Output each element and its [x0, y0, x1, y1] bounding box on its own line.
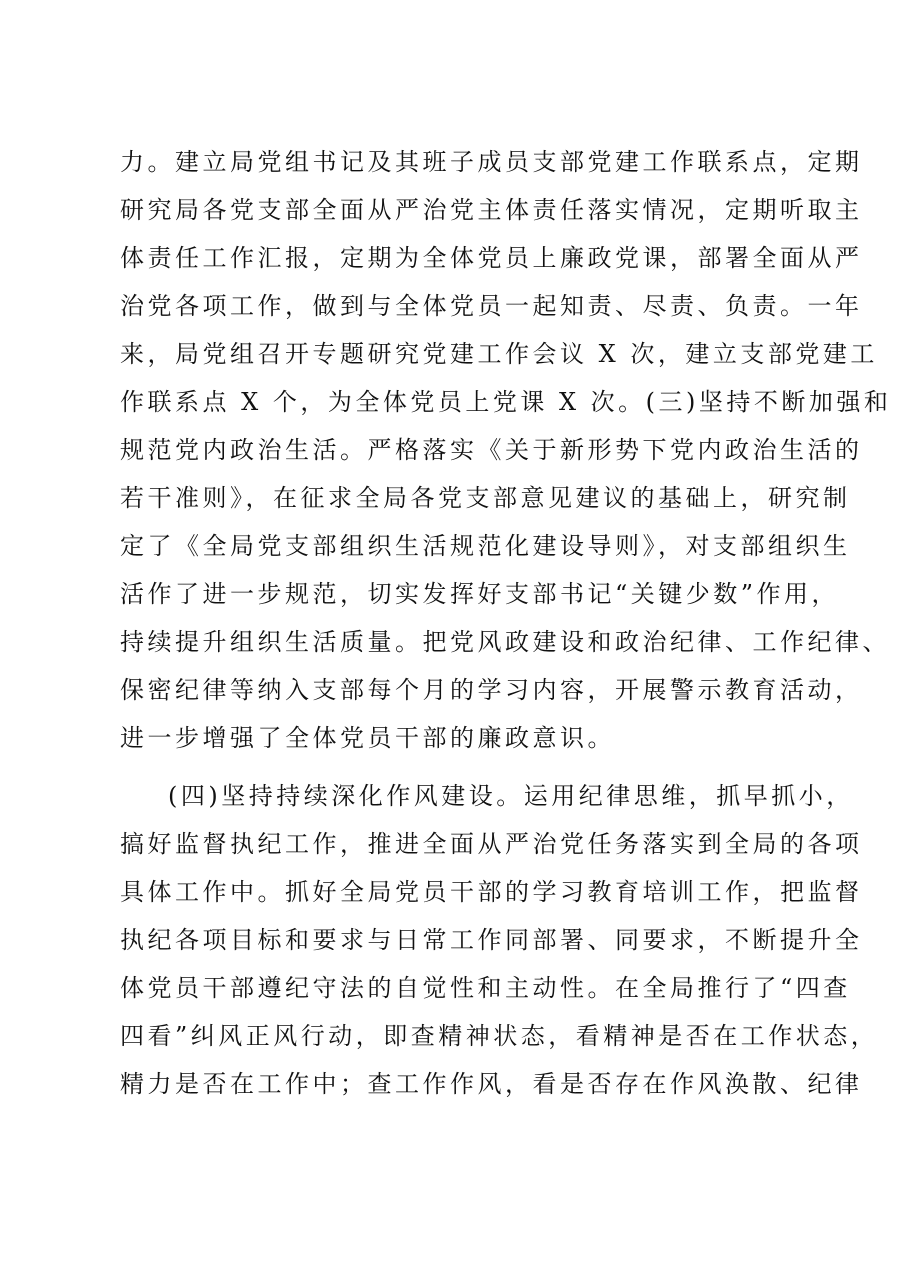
text-line: 力。建立局党组书记及其班子成员支部党建工作联系点，定期 — [120, 148, 863, 176]
text-line: 治党各项工作，做到与全体党员一起知责、尽责、负责。一年 — [120, 292, 863, 320]
paragraph-2 — [120, 772, 879, 1108]
document-body — [120, 138, 892, 1108]
text-line: 四看”纠风正风行动，即查精神状态，看精神是否在工作状态， — [120, 1022, 879, 1050]
paragraph-1 — [120, 138, 892, 762]
text-line: (四)坚持持续深化作风建设。运用纪律思维，抓早抓小， — [168, 782, 854, 810]
text-line: 来，局党组召开专题研究党建工作会议 X 次，建立支部党建工 — [120, 340, 878, 368]
text-line: 研究局各党支部全面从严治党主体责任落实情况，定期听取主 — [120, 196, 863, 224]
text-line: 若干准则》，在征求全局各党支部意见建议的基础上，研究制 — [120, 484, 851, 512]
text-line: 定了《全局党支部组织生活规范化建设导则》，对支部组织生 — [120, 532, 851, 560]
text-line: 作联系点 X 个，为全体党员上党课 X 次。(三)坚持不断加强和 — [120, 388, 892, 416]
text-line: 执纪各项目标和要求与日常工作同部署、同要求，不断提升全 — [120, 926, 863, 954]
text-line: 体责任工作汇报，定期为全体党员上廉政党课，部署全面从严 — [120, 244, 863, 272]
text-line: 体党员干部遵纪守法的自觉性和主动性。在全局推行了“四查 — [120, 974, 851, 1002]
text-line: 进一步增强了全体党员干部的廉政意识。 — [120, 724, 615, 752]
text-line: 活作了进一步规范，切实发挥好支部书记“关键少数”作用， — [120, 580, 840, 608]
text-line: 具体工作中。抓好全局党员干部的学习教育培训工作，把监督 — [120, 878, 863, 906]
text-line: 规范党内政治生活。严格落实《关于新形势下党内政治生活的 — [120, 436, 863, 464]
text-line: 持续提升组织生活质量。把党风政建设和政治纪律、工作纪律、 — [120, 628, 890, 656]
text-line: 精力是否在工作中；查工作作风，看是否存在作风涣散、纪律 — [120, 1070, 863, 1098]
text-line: 保密纪律等纳入支部每个月的学习内容，开展警示教育活动， — [120, 676, 863, 704]
paragraph-spacer — [120, 762, 810, 772]
text-line: 搞好监督执纪工作，推进全面从严治党任务落实到全局的各项 — [120, 830, 863, 858]
